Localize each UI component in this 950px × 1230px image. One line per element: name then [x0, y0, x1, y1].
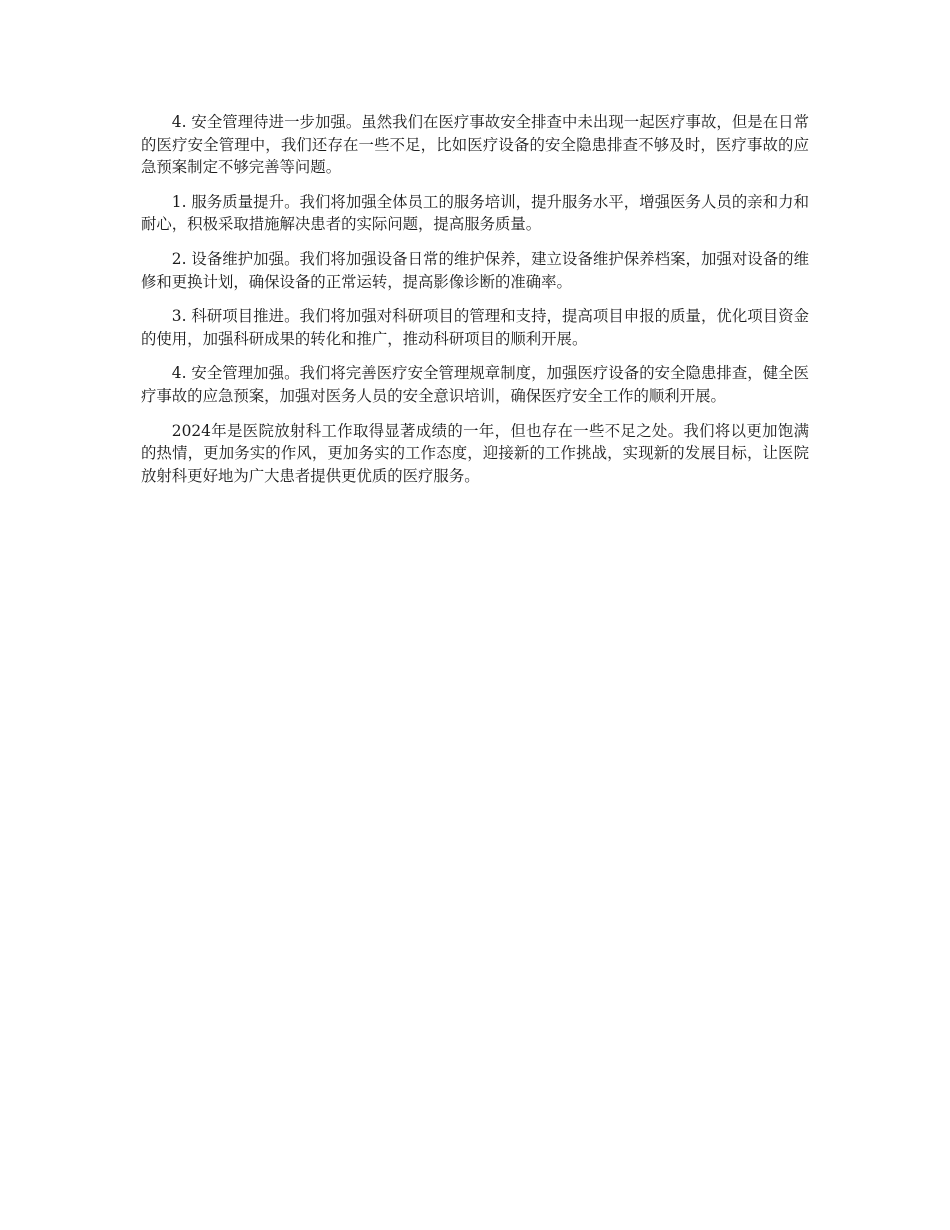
paragraph-conclusion: 2024年是医院放射科工作取得显著成绩的一年，但也存在一些不足之处。我们将以更加饱满的热情，更加务实的作风，更加务实的工作态度，迎接新的工作挑战，实现新的发展目标，让医院放射科更好地为广大患者提供更优质的医疗服务。	[141, 421, 809, 485]
paragraph-research-projects: 3. 科研项目推进。我们将加强对科研项目的管理和支持，提高项目申报的质量，优化项目资金的使用，加强科研成果的转化和推广，推动科研项目的顺利开展。	[141, 307, 809, 348]
paragraph-equipment-maintenance: 2. 设备维护加强。我们将加强设备日常的维护保养，建立设备维护保养档案，加强对设备的维修和更换计划，确保设备的正常运转，提高影像诊断的准确率。	[141, 249, 809, 291]
paragraph-safety-issue: 4. 安全管理待进一步加强。虽然我们在医疗事故安全排查中未出现一起医疗事故，但是在日常的医疗安全管理中，我们还存在一些不足，比如医疗设备的安全隐患排查不够及时，医疗事故的应急预案制定不够完善等问题。	[141, 113, 809, 177]
document-body	[141, 111, 809, 499]
paragraph-safety-management: 4. 安全管理加强。我们将完善医疗安全管理规章制度，加强医疗设备的安全隐患排查，健全医疗事故的应急预案，加强对医务人员的安全意识培训，确保医疗安全工作的顺利开展。	[141, 364, 809, 405]
paragraph-service-quality: 1. 服务质量提升。我们将加强全体员工的服务培训，提升服务水平，增强医务人员的亲和力和耐心，积极采取措施解决患者的实际问题，提高服务质量。	[141, 192, 809, 234]
